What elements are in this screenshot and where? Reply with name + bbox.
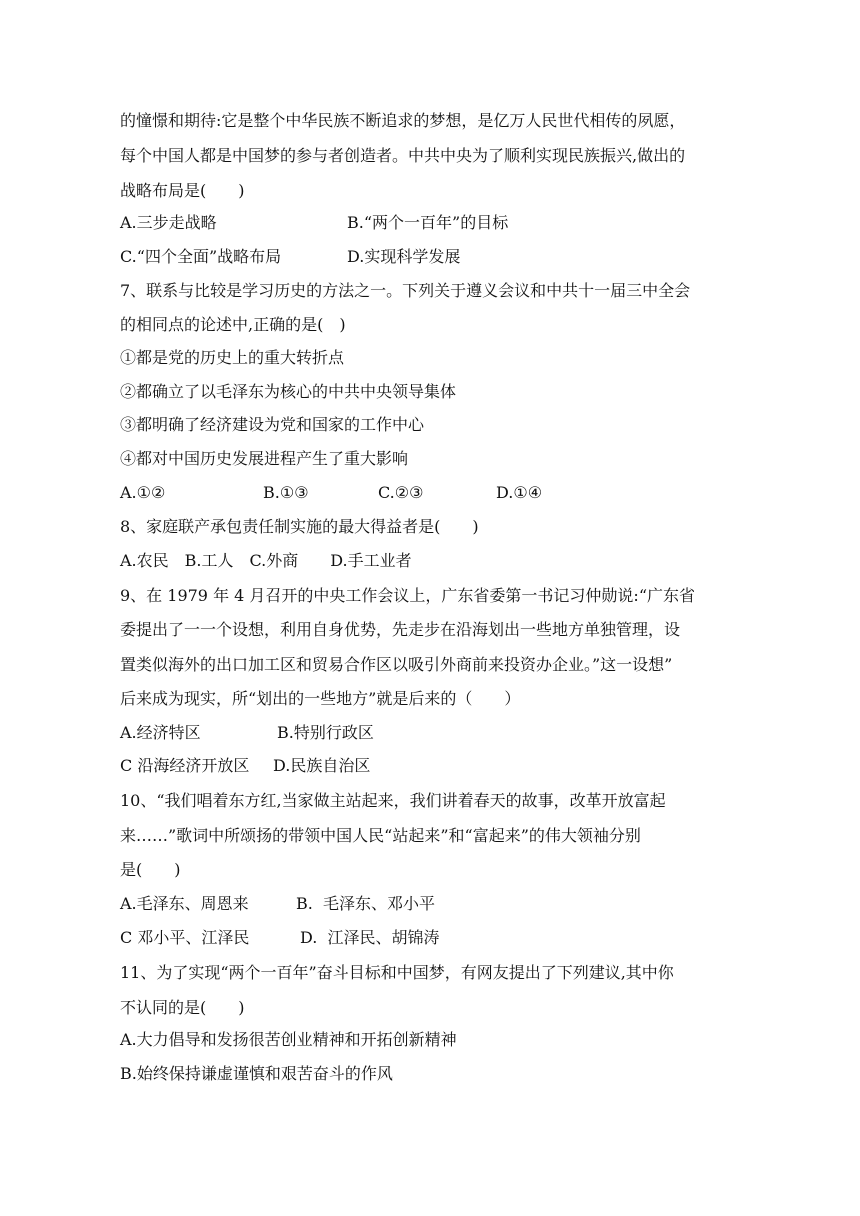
q11-stem-line-1: 11、为了实现“两个一百年”奋斗目标和中国梦，有网友提出了下列建议,其中你 bbox=[120, 963, 674, 982]
q9-stem-line-4: 后来成为现实，所“划出的一些地方”就是后来的（ ） bbox=[120, 689, 521, 708]
q7-stem-line-2: 的相同点的论述中,正确的是( ) bbox=[120, 315, 346, 334]
q9-stem-line-1: 9、在 1979 年 4 月召开的中央工作会议上，广东省委第一书记习仲勋说:“广东省 bbox=[120, 586, 695, 605]
q7-item-3: ③都明确了经济建设为党和国家的工作中心 bbox=[120, 415, 425, 434]
q7-item-4: ④都对中国历史发展进程产生了重大影响 bbox=[120, 449, 409, 468]
q7-stem-line-1: 7、联系与比较是学习历史的方法之一。下列关于遵义会议和中共十一届三中全会 bbox=[120, 281, 691, 300]
q6-option-a: A.三步走战略 bbox=[120, 213, 217, 232]
q6-option-b: B.“两个一百年”的目标 bbox=[347, 213, 509, 232]
q7-item-2: ②都确立了以毛泽东为核心的中共中央领导集体 bbox=[120, 382, 457, 401]
q7-option-a: A.①② bbox=[120, 483, 166, 502]
q11-option-b: B.始终保持谦虚谨慎和艰苦奋斗的作风 bbox=[120, 1064, 393, 1083]
q7-option-d: D.①④ bbox=[496, 483, 543, 502]
q8-options: A.农民 B.工人 C.外商 D.手工业者 bbox=[120, 551, 412, 570]
q10-stem-line-1: 10、“我们唱着东方红,当家做主站起来，我们讲着春天的故事，改革开放富起 bbox=[120, 791, 666, 810]
q7-option-c: C.②③ bbox=[378, 483, 424, 502]
q10-option-b: B. 毛泽东、邓小平 bbox=[296, 894, 436, 913]
q9-stem-line-3: 置类似海外的出口加工区和贸易合作区以吸引外商前来投资办企业。”这一设想” bbox=[120, 655, 673, 674]
q6-stem-line-3: 战略布局是( ) bbox=[120, 181, 245, 200]
q6-option-d: D.实现科学发展 bbox=[347, 247, 461, 266]
q11-stem-line-2: 不认同的是( ) bbox=[120, 998, 245, 1017]
q10-stem-line-3: 是( ) bbox=[120, 860, 181, 879]
q8-stem: 8、家庭联产承包责任制实施的最大得益者是( ) bbox=[120, 517, 479, 536]
q7-item-1: ①都是党的历史上的重大转折点 bbox=[120, 348, 345, 367]
q9-stem-line-2: 委提出了一一个设想，利用自身优势，先走步在沿海划出一些地方单独管理，设 bbox=[120, 620, 681, 639]
q10-option-a: A.毛泽东、周恩来 bbox=[120, 894, 249, 913]
q9-option-c: C 沿海经济开放区 bbox=[120, 756, 250, 775]
q9-option-d: D.民族自治区 bbox=[273, 756, 371, 775]
q7-option-b: B.①③ bbox=[263, 483, 309, 502]
q6-stem-line-1: 的憧憬和期待:它是整个中华民族不断追求的梦想，是亿万人民世代相传的夙愿， bbox=[120, 111, 686, 130]
q6-option-c: C.“四个全面”战略布局 bbox=[120, 247, 282, 266]
q11-option-a: A.大力倡导和发扬很苦创业精神和开拓创新精神 bbox=[120, 1030, 457, 1049]
q9-option-a: A.经济特区 bbox=[120, 723, 201, 742]
q9-option-b: B.特别行政区 bbox=[277, 723, 374, 742]
q10-option-c: C 邓小平、江泽民 bbox=[120, 928, 250, 947]
q6-stem-line-2: 每个中国人都是中国梦的参与者创造者。中共中央为了顺利实现民族振兴,做出的 bbox=[120, 146, 686, 165]
q10-option-d: D. 江泽民、胡锦涛 bbox=[300, 928, 440, 947]
q10-stem-line-2: 来……”歌词中所颂扬的带领中国人民“站起来”和“富起来”的伟大领袖分别 bbox=[120, 826, 641, 845]
